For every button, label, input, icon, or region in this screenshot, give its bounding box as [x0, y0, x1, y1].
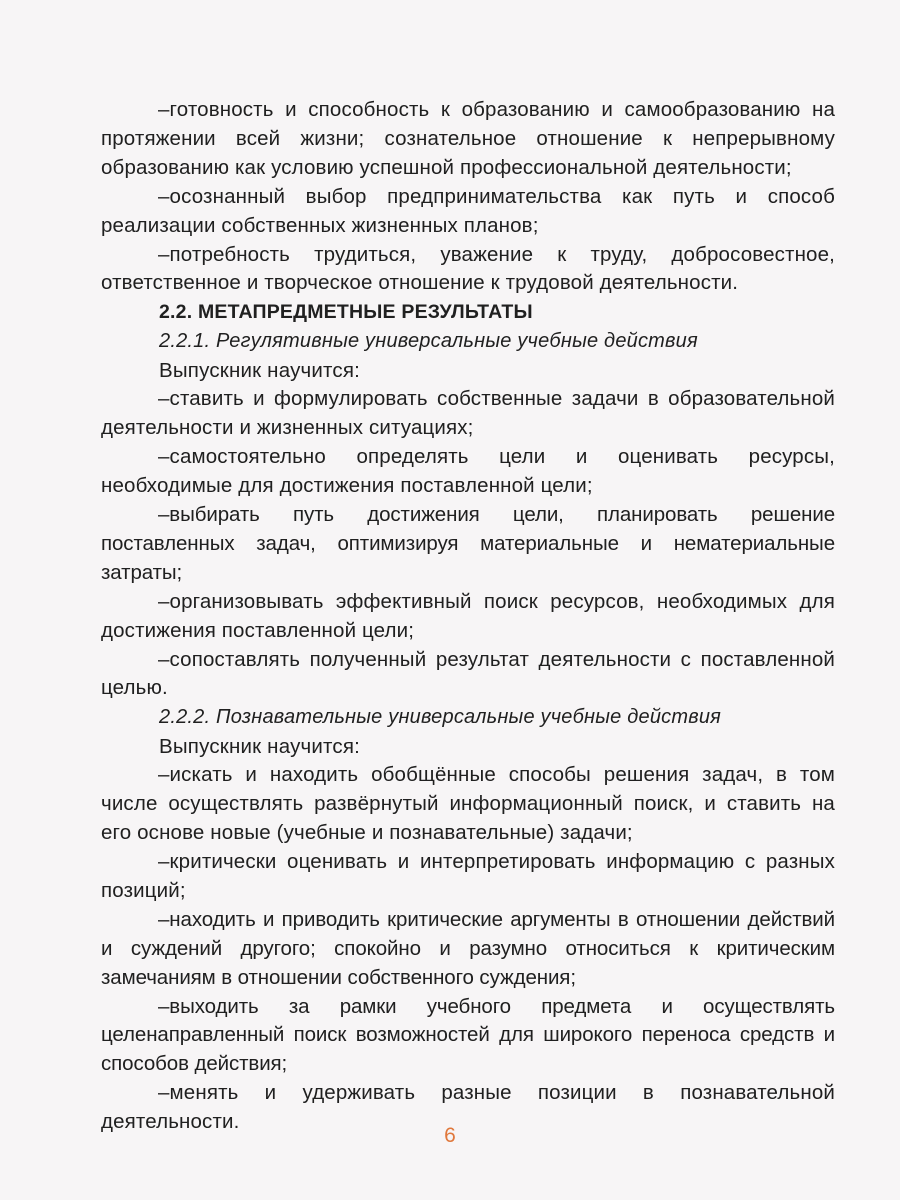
lead-text: Выпускник научится: — [159, 359, 361, 383]
page-number: 6 — [444, 1124, 456, 1147]
list-item: –сопоставлять полученный результат деятельности с поставленной целью. — [101, 647, 835, 700]
paragraph: –потребность трудиться, уважение к труду, добросовестное, ответственное и творческое отношение к трудовой деятельности. — [101, 242, 835, 295]
list-item: –искать и находить обобщённые способы решения задач, в том числе осуществлять развёрнутый информационный поиск, и ставить на его основе новые (учебные и познавательные) задачи; — [101, 763, 835, 845]
paragraph: –осознанный выбор предпринимательства как путь и способ реализации собственных жизненных планов; — [101, 184, 835, 237]
list-item: –организовывать эффективный поиск ресурсов, необходимых для достижения поставленной цели; — [101, 589, 835, 642]
list-item: –выходить за рамки учебного предмета и осуществлять целенаправленный поиск возможностей для широкого переноса средств и способов действия; — [101, 994, 835, 1076]
list-item: –находить и приводить критические аргументы в отношении действий и суждений другого; спокойно и разумно относиться к критическим замечаниям в отношении собственного суждения; — [101, 907, 835, 989]
list-item: –самостоятельно определять цели и оценивать ресурсы, необходимые для достижения поставленной цели; — [101, 445, 835, 498]
section-heading: 2.2. МЕТАПРЕДМЕТНЫЕ РЕЗУЛЬТАТЫ — [159, 301, 533, 324]
list-item: –критически оценивать и интерпретировать информацию с разных позиций; — [101, 850, 835, 902]
list-item: –ставить и формулировать собственные задачи в образовательной деятельности и жизненных ситуациях; — [101, 387, 835, 440]
list-item: –менять и удерживать разные позиции в познавательной деятельности. — [101, 1081, 835, 1134]
page-content — [101, 96, 835, 1137]
paragraph: –готовность и способность к образованию и самообразованию на протяжении всей жизни; сознательное отношение к непрерывному образованию как условию успешной профессиональной деятельности; — [101, 98, 835, 179]
lead-text: Выпускник научится: — [159, 735, 361, 759]
list-item: –выбирать путь достижения цели, планировать решение поставленных задач, оптимизируя материальные и нематериальные затраты; — [101, 502, 835, 584]
subsection-heading-cognitive: 2.2.2. Познавательные универсальные учебные действия — [159, 706, 722, 729]
subsection-heading-regulative: 2.2.1. Регулятивные универсальные учебные действия — [159, 330, 698, 353]
